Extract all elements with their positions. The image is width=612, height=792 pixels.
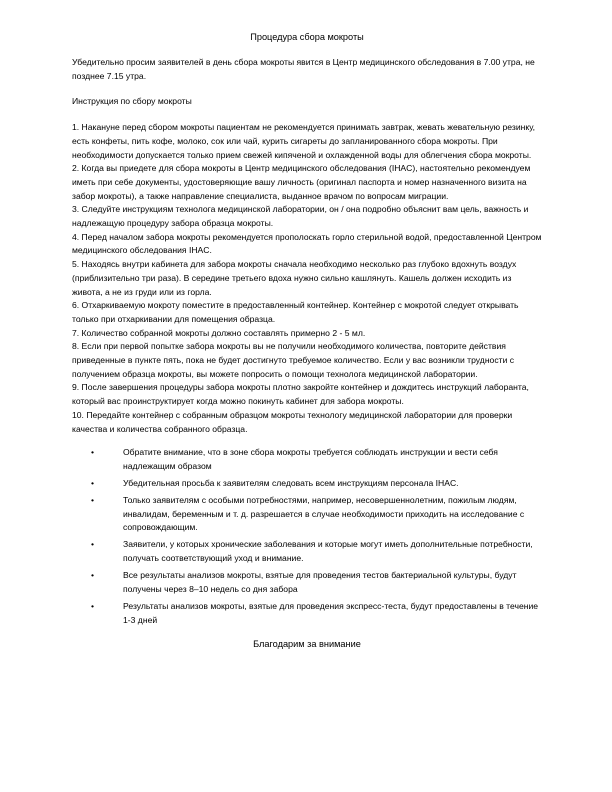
bullet-text: Заявители, у которых хронические заболевания и которые могут иметь дополнительные потребности, получать соответствующий уход и внимание. — [123, 539, 533, 564]
step-item: 7. Количество собранной мокроты должно составлять примерно 2 - 5 мл. — [72, 327, 366, 338]
bullet-text: Все результаты анализов мокроты, взятые для проведения тестов бактериальной культуры, будут получены через 8–10 недель со дня забора — [123, 570, 517, 594]
step-item: 3. Следуйте инструкциям технолога медицинской лаборатории, он / она подробно объяснит вам цель, важность и надлежащую процедуру забора образца мокроты. — [72, 204, 529, 229]
bullet-item — [91, 446, 542, 473]
document-title: Процедура сбора мокроты — [250, 32, 364, 42]
bullet-item — [91, 569, 542, 596]
step-item: 8. Если при первой попытке забора мокроты вы не получили необходимого количества, повторите действия приведенные в пункте пять, пока не будет достигнуто требуемое количество. Если у вас возникли трудности с получением образца мокроты, вы можете попросить о помощи технолога медицинской лаборатории. — [72, 341, 515, 379]
step-item: 5. Находясь внутри кабинета для забора мокроты сначала необходимо несколько раз глубоко вдохнуть воздух (приблизительно три раза). В середине третьего вдоха нужно сильно кашлянуть. Кашель должен исходить из живота, а не из груди или из горла. — [72, 259, 517, 297]
intro-paragraph: Убедительно просим заявителей в день сбора мокроты явится в Центр медицинского обследования в 7.00 утра, не позднее 7.15 утра. — [72, 57, 535, 81]
bullet-item — [91, 538, 542, 565]
bullet-item — [91, 600, 542, 627]
step-item: 6. Отхаркиваемую мокроту поместите в предоставленный контейнер. Контейнер с мокротой следует открывать только при отхаркивании для помещения образца. — [72, 300, 519, 324]
bullet-text: Только заявителям с особыми потребностями, например, несовершеннолетним, пожилым людям, инвалидам, беременным и т. д. разрешается в случае необходимости приходить на исследование с сопровождающим. — [123, 494, 525, 533]
bullet-dot-icon: • — [91, 570, 95, 581]
step-item: 2. Когда вы приедете для сбора мокроты в Центр медицинского обследования (IHAC), настоятельно рекомендуем иметь при себе документы, удостоверяющие вашу личность (оригинал паспорта и номер назначенного визита на забор мокроты), а также направление специалиста, выданное врачом по вопросам миграции. — [72, 163, 531, 201]
bullet-dot-icon: • — [91, 600, 95, 611]
step-item: 4. Перед началом забора мокроты рекомендуется прополоскать горло стерильной водой, предоставленной Центром медицинского обследования IHAC. — [72, 231, 542, 256]
notes-bullet-list — [72, 446, 542, 627]
instructions-heading: Инструкция по сбору мокроты — [72, 96, 192, 107]
bullet-text: Результаты анализов мокроты, взятые для проведения экспресс-теста, будут предоставлены в течение 1-3 дней — [123, 600, 539, 625]
step-item: 9. После завершения процедуры забора мокроты плотно закройте контейнер и дождитесь инструкций лаборанта, который вас проинструктирует когда можно покинуть кабинет для забора мокроты. — [72, 382, 529, 407]
bullet-item — [91, 477, 542, 491]
bullet-dot-icon: • — [91, 477, 95, 488]
step-item: 10. Передайте контейнер с собранным образцом мокроты технологу медицинской лаборатории для проверки качества и количества собранного образца. — [72, 409, 513, 434]
bullet-dot-icon: • — [91, 494, 95, 505]
bullet-text: Убедительная просьба к заявителям следовать всем инструкциям персонала IHAC. — [123, 477, 459, 488]
step-item: 1. Накануне перед сбором мокроты пациентам не рекомендуется принимать завтрак, жевать жевательную резинку, есть конфеты, пить кофе, молоко, сок или чай, курить сигареты до запланированного сбора мокроты. При необходимости допускается только прием свежей кипяченой и охлажденной воды для облегчения сбора мокроты. — [72, 122, 536, 160]
closing-thanks: Благодарим за внимание — [253, 639, 361, 650]
bullet-dot-icon: • — [91, 539, 95, 550]
bullet-text: Обратите внимание, что в зоне сбора мокроты требуется соблюдать инструкции и вести себя надлежащим образом — [123, 447, 498, 471]
instruction-steps — [72, 121, 542, 436]
bullet-item — [91, 494, 542, 535]
bullet-dot-icon: • — [91, 447, 95, 458]
